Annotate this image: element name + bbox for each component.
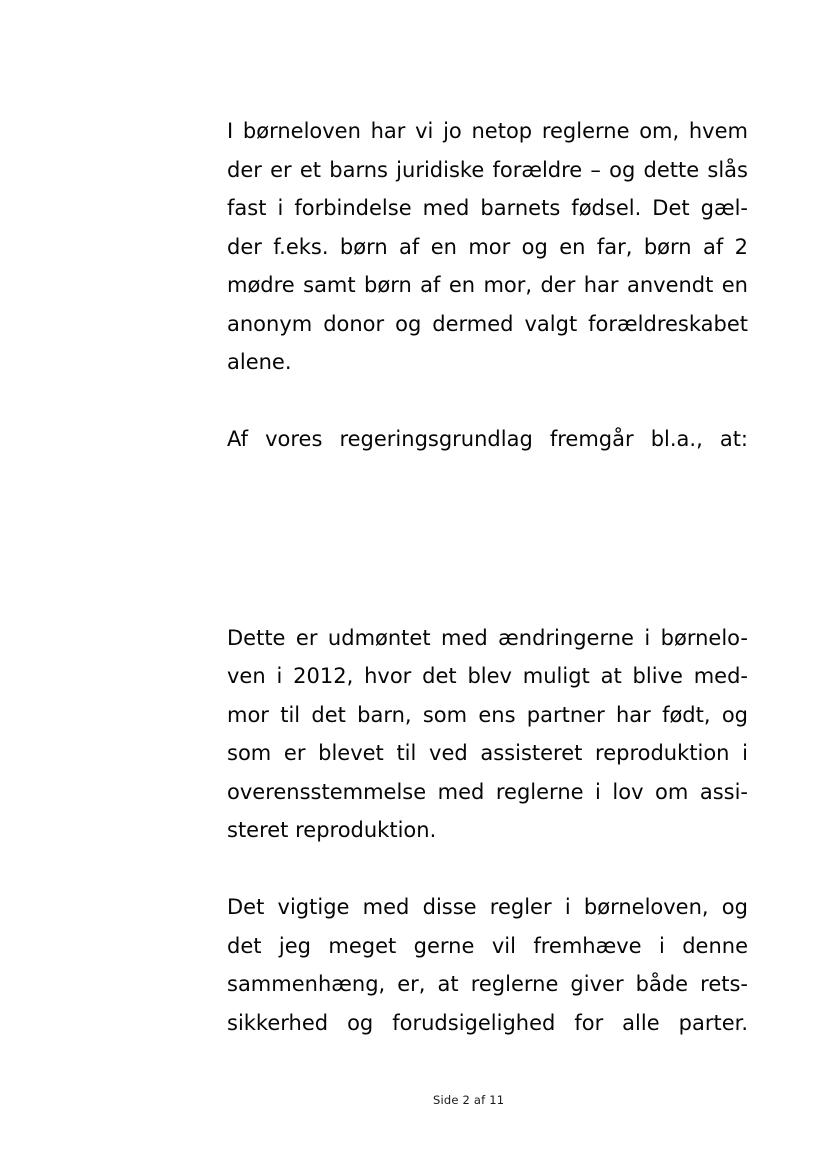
paragraph [227,112,748,382]
text-line: anonym donor og dermed valgt forældreskabet [227,311,748,336]
text-line: mødre samt børn af en mor, der har anvendt en [227,273,748,297]
text-line: Det vigtige med disse regler i børneloven, og [227,895,748,919]
text-line: Dette er udmøntet med ændringerne i børnelo- [227,625,748,650]
text-line: alene. [227,350,292,374]
text-line: mor til det barn, som ens partner har født, og [227,702,748,727]
text-line: overensstemmelse med reglerne i lov om assi- [227,779,748,804]
paragraph [227,888,748,1042]
text-line: fast i forbindelse med barnets fødsel. Det gæl- [227,196,748,220]
text-line: ven i 2012, hvor det blev muligt at blive med- [227,664,748,688]
text-body [227,112,748,1081]
text-line: som er blevet til ved assisteret reproduktion i [227,741,748,765]
text-line: I børneloven har vi jo netop reglerne om, hvem [227,119,748,143]
text-line: steret reproduktion. [227,818,437,842]
paragraph [227,619,748,850]
text-line: der f.eks. børn af en mor og en far, børn af 2 [227,234,748,259]
text-line: det jeg meget gerne vil fremhæve i denne [227,933,748,958]
text-line: der er et barns juridiske forældre – og dette slås [227,157,748,182]
text-line: Af vores regeringsgrundlag fremgår bl.a., at: [227,427,748,451]
page-number: Side 2 af 11 [433,1093,505,1107]
paragraph [227,420,748,459]
text-line: sammenhæng, er, at reglerne giver både rets- [227,972,748,996]
text-line: sikkerhed og forudsigelighed for alle parter. [227,1010,748,1035]
